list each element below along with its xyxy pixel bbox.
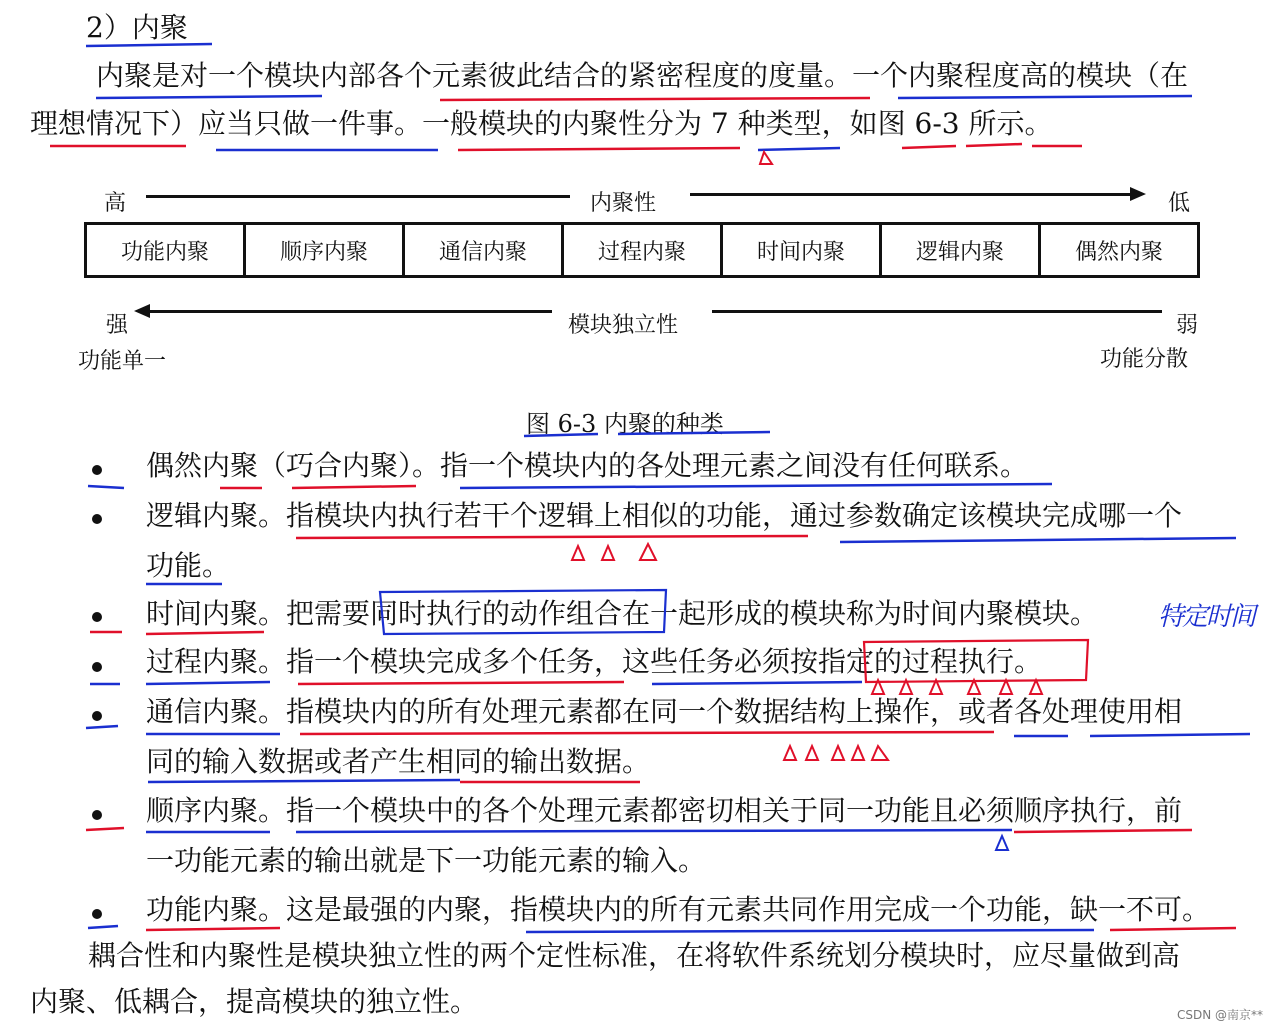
bullet-temporal: 时间内聚。把需要同时执行的动作组合在一起形成的模块称为时间内聚模块。 <box>146 597 1099 630</box>
cohesion-types-row <box>84 222 1200 278</box>
bullet-dot <box>92 662 102 672</box>
ink-underline <box>1014 830 1192 832</box>
bullet-logical: 逻辑内聚。指模块内执行若干个逻辑上相似的功能，通过参数确定该模块完成哪一个 <box>146 499 1183 532</box>
ink-underline <box>298 682 624 684</box>
right-arrow-icon <box>1130 187 1146 201</box>
cell-procedural: 过程内聚 <box>564 225 723 275</box>
ink-underline <box>86 726 118 728</box>
ink-underline <box>966 144 1022 146</box>
ink-underline <box>440 98 870 100</box>
bullet-dot <box>92 711 102 721</box>
bullet-sequential: 顺序内聚。指一个模块中的各个处理元素都密切相关于同一功能且必须顺序执行，前 <box>146 794 1183 827</box>
cell-logical: 逻辑内聚 <box>882 225 1041 275</box>
bullet-coincidental: 偶然内聚（巧合内聚）。指一个模块内的各处理元素之间没有任何联系。 <box>146 449 1029 482</box>
ink-underline <box>526 930 1094 932</box>
ink-underline <box>146 928 280 930</box>
axis-cohesion-label: 内聚性 <box>590 191 657 216</box>
ink-underline <box>1090 734 1250 736</box>
cell-coincidental: 偶然内聚 <box>1074 239 1163 265</box>
ink-underline <box>300 732 994 734</box>
cell-sequential: 顺序内聚 <box>246 225 405 275</box>
ink-underline <box>1110 928 1236 930</box>
axis-weak-label: 弱 <box>1176 313 1199 338</box>
ink-underline <box>296 830 1012 832</box>
ink-underline <box>898 96 1192 98</box>
ink-mark <box>760 152 772 164</box>
bullet-dot <box>92 810 102 820</box>
ink-underline <box>148 780 460 782</box>
intro-line-2: 理想情况下）应当只做一件事。一般模块的内聚性分为 7 种类型，如图 6-3 所示。 <box>30 107 1053 140</box>
bottom-axis-line-left <box>150 310 552 313</box>
bullet-communicational: 通信内聚。指模块内的所有处理元素都在同一个数据结构上操作，或者各处理使用相 <box>146 695 1183 728</box>
bottom-axis-line-right <box>712 310 1162 313</box>
watermark: CSDN @南京** <box>1176 1008 1263 1022</box>
note-single-function: 功能单一 <box>78 349 167 374</box>
bullet-functional: 功能内聚。这是最强的内聚，指模块内的所有元素共同作用完成一个功能，缺一不可。 <box>146 893 1211 926</box>
bullet-dot <box>92 514 102 524</box>
top-axis-line-right <box>690 193 1130 196</box>
ink-underline <box>652 682 862 684</box>
ink-underline <box>146 682 270 684</box>
axis-high-label: 高 <box>104 191 127 216</box>
ink-underline <box>86 828 124 830</box>
bullet-dot <box>92 465 102 475</box>
ink-underline <box>758 148 840 150</box>
bullet-dot <box>92 909 102 919</box>
ink-mark <box>784 746 888 760</box>
bullet-procedural: 过程内聚。指一个模块完成多个任务，这些任务必须按指定的过程执行。 <box>146 645 1043 678</box>
ink-underline <box>292 486 416 488</box>
top-axis-line-left <box>146 195 570 198</box>
bullet-sequential-cont: 一功能元素的输出就是下一功能元素的输入。 <box>146 844 707 877</box>
ink-underline <box>296 536 808 538</box>
section-title: 2）内聚 <box>86 11 188 44</box>
conclusion-line-1: 耦合性和内聚性是模块独立性的两个定性标准，在将软件系统划分模块时，应尽量做到高 <box>88 939 1181 972</box>
ink-underline <box>458 148 740 150</box>
left-arrow-icon <box>134 304 150 318</box>
ink-underline <box>902 146 956 148</box>
ink-mark <box>872 680 1042 694</box>
note-scattered-function: 功能分散 <box>1100 347 1189 372</box>
axis-strong-label: 强 <box>106 313 129 338</box>
cell-temporal: 时间内聚 <box>723 225 882 275</box>
ink-mark <box>572 544 656 560</box>
axis-low-label: 低 <box>1168 191 1191 216</box>
cell-functional: 功能内聚 <box>87 225 246 275</box>
ink-underline <box>96 96 322 98</box>
ink-underline <box>88 486 124 488</box>
handwritten-note: 特定时间 <box>1158 602 1255 632</box>
ink-underline <box>86 44 212 46</box>
bullet-logical-cont: 功能。 <box>146 549 231 582</box>
ink-underline <box>146 632 264 634</box>
ink-mark <box>996 836 1008 850</box>
ink-underline <box>840 538 1236 542</box>
intro-line-1: 内聚是对一个模块内部各个元素彼此结合的紧密程度的度量。一个内聚程度高的模块（在 <box>96 59 1189 92</box>
axis-independence-label: 模块独立性 <box>568 313 679 338</box>
ink-underline <box>460 484 1052 488</box>
bullet-communicational-cont: 同的输入数据或者产生相同的输出数据。 <box>146 745 651 778</box>
figure-caption: 图 6-3 内聚的种类 <box>526 410 724 438</box>
ink-underline <box>88 926 118 928</box>
bullet-dot <box>92 612 102 622</box>
conclusion-line-2: 内聚、低耦合，提高模块的独立性。 <box>30 985 479 1018</box>
cell-communicational: 通信内聚 <box>405 225 564 275</box>
